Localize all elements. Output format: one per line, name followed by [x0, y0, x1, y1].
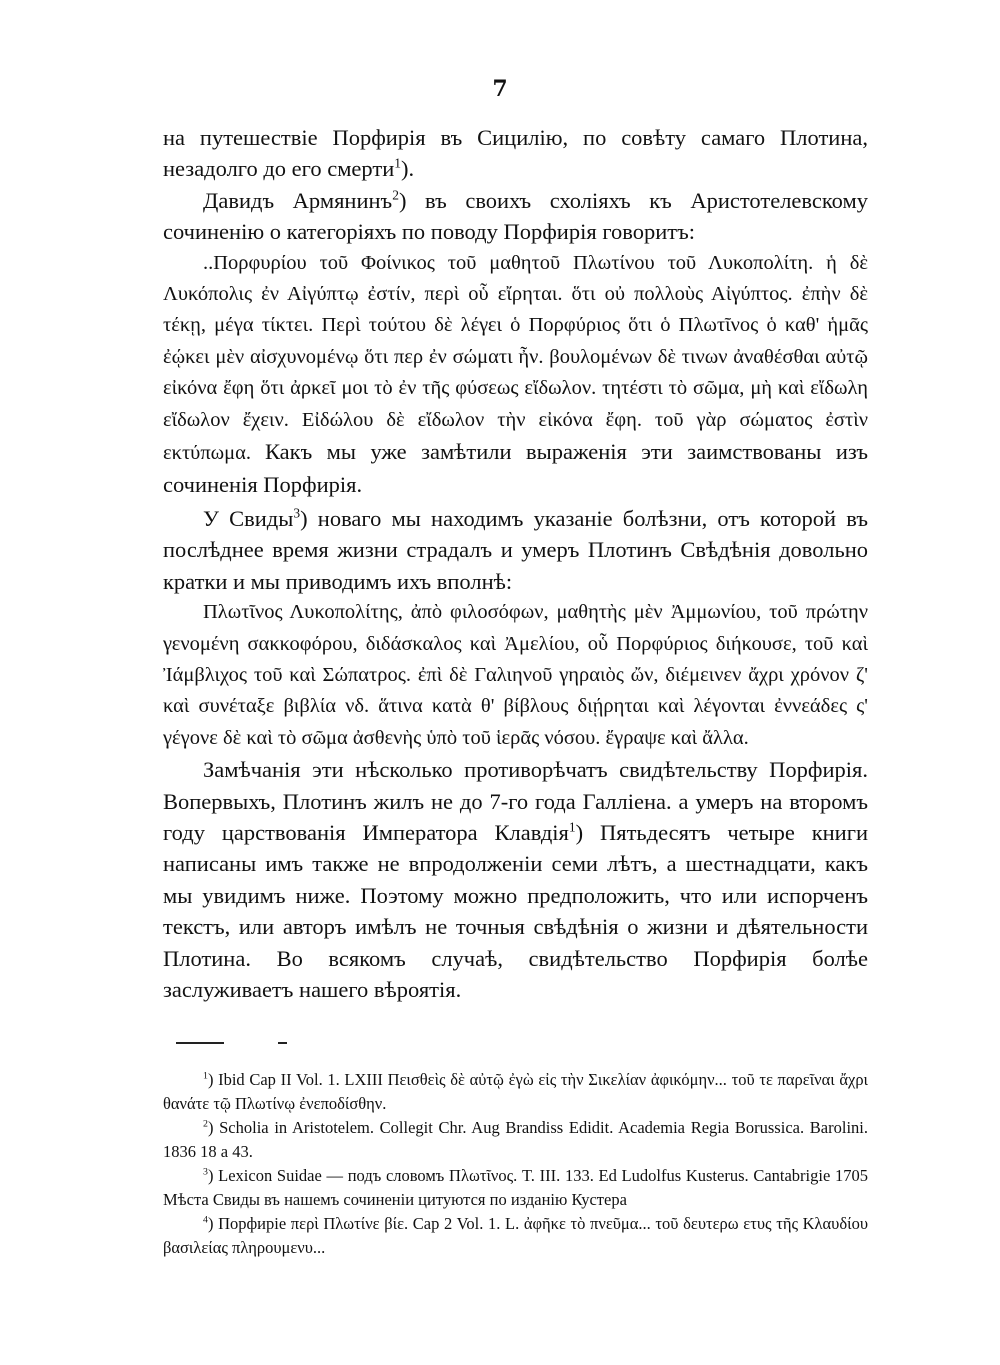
footnote-marker: 4 — [203, 1214, 208, 1226]
footnote-2 — [163, 1116, 868, 1163]
footnote-text: ) Lexicon Suidae — подъ словомъ Πλωτῖνος. T. III. 133. Ed Ludolfus Kusterus. Cantabrigie 1705 Мѣста Свиды въ нашемъ сочиненіи цитуются по изданію Кустера — [163, 1166, 868, 1209]
footnote-ref: 2 — [392, 187, 399, 203]
page-number: 7 — [492, 76, 508, 102]
paragraph-text: на путешествіе Порфирія въ Сицилію, по совѣту самаго Плотина, незадолго до его смерти — [163, 125, 868, 182]
footnote-ref: 3 — [293, 505, 301, 521]
footnote-divider — [176, 1042, 224, 1044]
footnote-marker: 3 — [203, 1166, 208, 1178]
greek-text: Πλωτῖνος Λυκοπολίτης, ἀπὸ φιλοσόφων, μαθητὴς μὲν Ἀμμωνίου, τοῦ πρώτην γενομένη σακκοφόρου, διδάσκαλος καὶ Ἀμελίου, οὗ Πορφύριος διήκουσε, τοῦ καὶ Ἰάμβλιχος τοῦ καὶ Σώπατρος. ἐπὶ δὲ Γαλιηνοῦ γηραιὸς ὤν, διέμεινεν ἄχρι χρόνον ζ' καὶ συνέταξε βιβλία νδ. ἅτινα κατὰ θ' βίβλους διῄρηται καὶ λέγονται ἐννεάδες ς' γέγονε δὲ καὶ τὸ σῶμα ἀσθενὴς ὑπὸ τοῦ ἱερᾶς νόσου. ἔγραψε καὶ ἄλλα. — [163, 601, 868, 749]
paragraph-6 — [163, 754, 868, 1005]
footnote-ref: 1 — [568, 819, 576, 835]
footnote-divider-dash — [278, 1042, 287, 1044]
paragraph-text: ) новаго мы находимъ указаніе болѣзни, отъ которой въ послѣднее время жизни страдалъ и умеръ Плотинъ Свѣдѣнія довольно кратки и мы приводимъ ихъ вполнѣ: — [163, 505, 868, 594]
paragraph-text: ). — [401, 156, 415, 182]
footnote-text: ) Scholia in Aristotelem. Collegit Chr. Aug Brandiss Edidit. Academia Regia Borussica. Barolini. 1836 18 a 43. — [163, 1118, 868, 1161]
paragraph-text: ) въ своихъ схоліяхъ къ Аристотелевскому сочиненію о категоріяхъ по поводу Порфирія говоритъ: — [163, 187, 868, 245]
paragraph-1 — [163, 122, 868, 185]
footnote-marker: 1 — [203, 1070, 208, 1082]
paragraph-4 — [163, 503, 868, 597]
paragraph-text: Какъ мы уже замѣтили выраженія эти заимствованы изъ сочиненія Порфирія. — [163, 439, 868, 498]
paragraph-text: ) Пятьдесятъ четыре книги написаны имъ также не впродолженіи семи лѣтъ, а шестнадцати, какъ мы увидимъ ниже. Поэтому можно предположить, что или испорченъ текстъ, или авторъ имѣлъ не точныя свѣдѣнія о жизни и дѣятельности Плотина. Во всякомъ случаѣ, свидѣтельство Порфирія болѣе заслуживаетъ нашего вѣроятія. — [163, 819, 868, 1002]
greek-quote-1 — [163, 248, 868, 503]
footnote-text: ) Ibid Cap II Vol. 1. LXIII Πεισθεὶς δὲ αὐτῷ ἐγὼ εἰς τὴν Σικελίαν ἀφικόμην... τοῦ τε παρεῖναι ἄχρι θανάτε τῷ Πλωτίνῳ ἐνεποδίσθην. — [163, 1070, 868, 1113]
footnote-ref: 1 — [394, 155, 401, 171]
footnote-text: ) Порфиріе περὶ Πλωτίνε βίε. Cap 2 Vol. 1. L. ἀφῆκε τὸ πνεῦμα... τοῦ δευτερω ετυς τῆς Κλαυδίου βασιλείας πληρουμενυ... — [163, 1214, 868, 1257]
greek-text: ..Πορφυρίου τοῦ Φοίνικος τοῦ μαθητοῦ Πλωτίνου τοῦ Λυκοπολίτη. ἡ δὲ Λυκόπολις ἐν Αἰγύπτῳ ἐστίν, περὶ οὗ εἴρηται. ὅτι οὐ πολλοὺς Αἰγύπτος. ἐπὴν δὲ τέκῃ, μέγα τίκτει. Περὶ τούτου δὲ λέγει ὁ Πορφύριος ὅτι ὁ Πλωτῖνος ὁ καθ' ἡμᾶς ἐῴκει μὲν αἰσχυνομένῳ ὅτι περ ἐν σώματι ἦν. βουλομένων δὲ τινων ἀναθέσθαι αὐτῷ εἰκόνα ἔφη ὅτι ἀρκεῖ μοι τὸ ἐν τῆς φύσεως εἴδωλον. τητέστι τὸ σῶμα, μὴ καὶ εἴδωλη εἴδωλον ἔχειν. Εἰδώλου δὲ εἴδωλον τὴν εἰκόνα ἔφη. τοῦ γὰρ σώματος ἐστὶν εκτύπωμα. — [163, 251, 868, 465]
footnote-1 — [163, 1068, 868, 1115]
paragraph-text: Замѣчанія эти нѣсколько противорѣчатъ свидѣтельству Порфирія. Вопервыхъ, Плотинъ жилъ не до 7-го года Галліена. а умеръ на второмъ году царствованія Императора Клавдія — [163, 757, 868, 845]
footnote-4 — [163, 1212, 868, 1259]
paragraph-text: Давидъ Армянинъ — [203, 187, 393, 213]
footnotes — [163, 1068, 868, 1260]
greek-quote-2 — [163, 597, 868, 754]
footnote-3 — [163, 1164, 868, 1211]
paragraph-text: У Свиды — [203, 505, 294, 531]
footnote-marker: 2 — [203, 1118, 208, 1130]
paragraph-2 — [163, 185, 868, 248]
main-text — [163, 122, 868, 1005]
